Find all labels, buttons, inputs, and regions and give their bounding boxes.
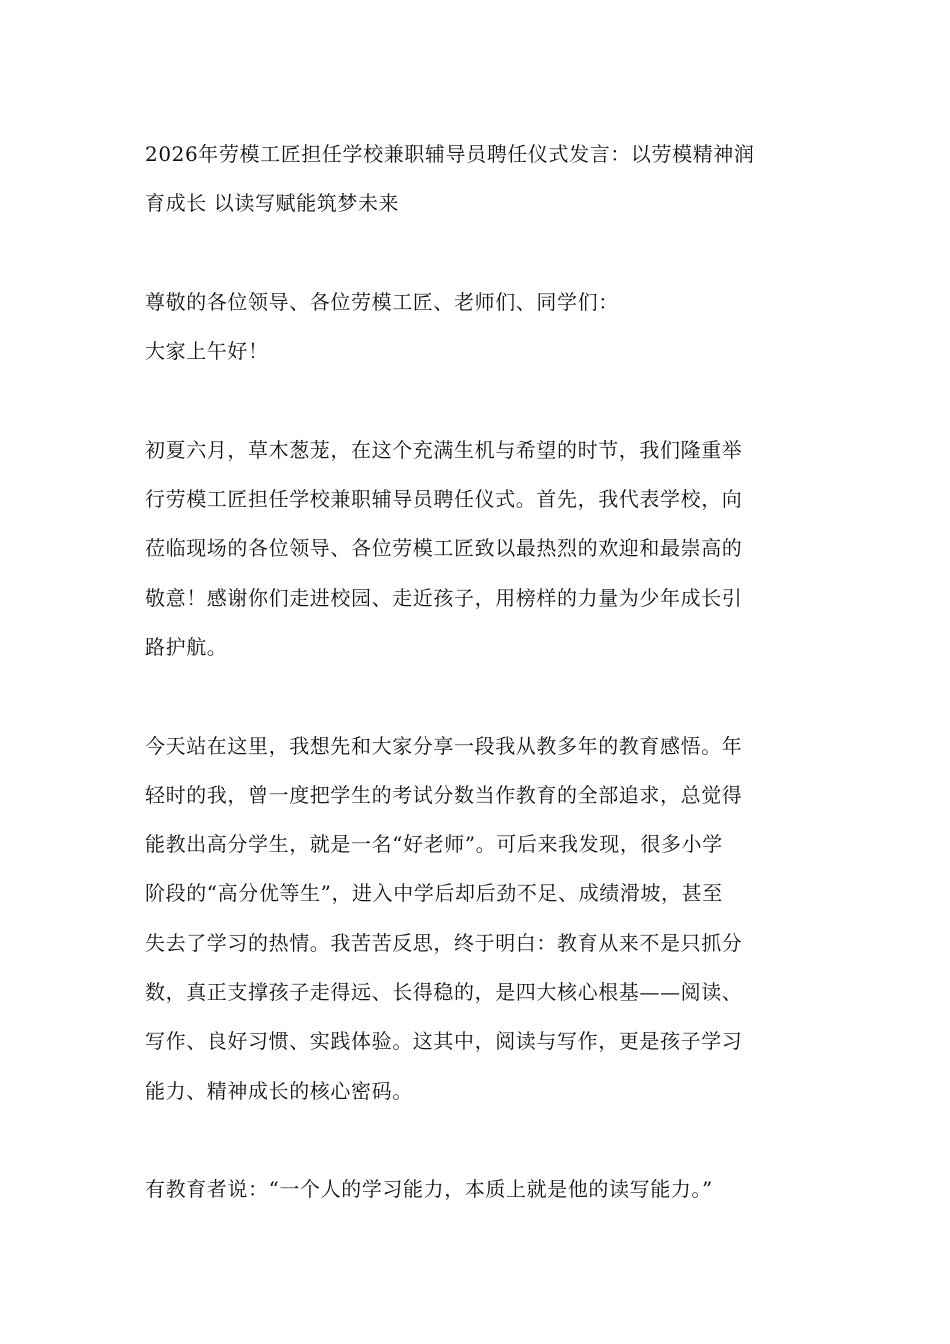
blank-line xyxy=(145,1116,810,1165)
paragraph-line: 莅临现场的各位领导、各位劳模工匠致以最热烈的欢迎和最崇高的 xyxy=(145,536,743,561)
paragraph-line: 有教育者说：“一个人的学习能力，本质上就是他的读写能力。” xyxy=(145,1177,713,1202)
paragraph-line: 能力、精神成长的核心密码。 xyxy=(145,1078,413,1103)
greeting: 大家上午好！ xyxy=(145,339,269,364)
paragraph-line: 能教出高分学生，就是一名“好老师”。可后来我发现，很多小学 xyxy=(145,832,723,857)
salutation: 尊敬的各位领导、各位劳模工匠、老师们、同学们： xyxy=(145,289,619,314)
paragraph-line: 行劳模工匠担任学校兼职辅导员聘任仪式。首先，我代表学校，向 xyxy=(145,487,743,512)
document-title-line-2: 育成长 以读写赋能筑梦未来 xyxy=(145,191,400,216)
document-title-line-1: 2026年劳模工匠担任学校兼职辅导员聘任仪式发言：以劳模精神润 xyxy=(145,142,755,166)
document-page xyxy=(145,130,810,1215)
blank-line xyxy=(145,229,810,278)
paragraph-line: 轻时的我，曾一度把学生的考试分数当作教育的全部追求，总觉得 xyxy=(145,782,743,807)
paragraph-2 xyxy=(145,722,810,1116)
paragraph-line: 路护航。 xyxy=(145,634,228,659)
paragraph-line: 阶段的“高分优等生”，进入中学后却后劲不足、成绩滑坡，甚至 xyxy=(145,881,723,906)
paragraph-line: 数，真正支撑孩子走得远、长得稳的，是四大核心根基——阅读、 xyxy=(145,980,743,1005)
blank-line xyxy=(145,376,810,425)
paragraph-line: 今天站在这里，我想先和大家分享一段我从教多年的教育感悟。年 xyxy=(145,733,743,758)
paragraph-line: 写作、良好习惯、实践体验。这其中，阅读与写作，更是孩子学习 xyxy=(145,1029,743,1054)
paragraph-line: 失去了学习的热情。我苦苦反思，终于明白：教育从来不是只抓分 xyxy=(145,930,743,955)
paragraph-line: 初夏六月，草木葱茏，在这个充满生机与希望的时节，我们隆重举 xyxy=(145,437,743,462)
paragraph-3 xyxy=(145,1165,810,1214)
paragraph-1 xyxy=(145,426,810,672)
paragraph-line: 敬意！感谢你们走进校园、走近孩子，用榜样的力量为少年成长引 xyxy=(145,585,743,610)
blank-line xyxy=(145,672,810,721)
